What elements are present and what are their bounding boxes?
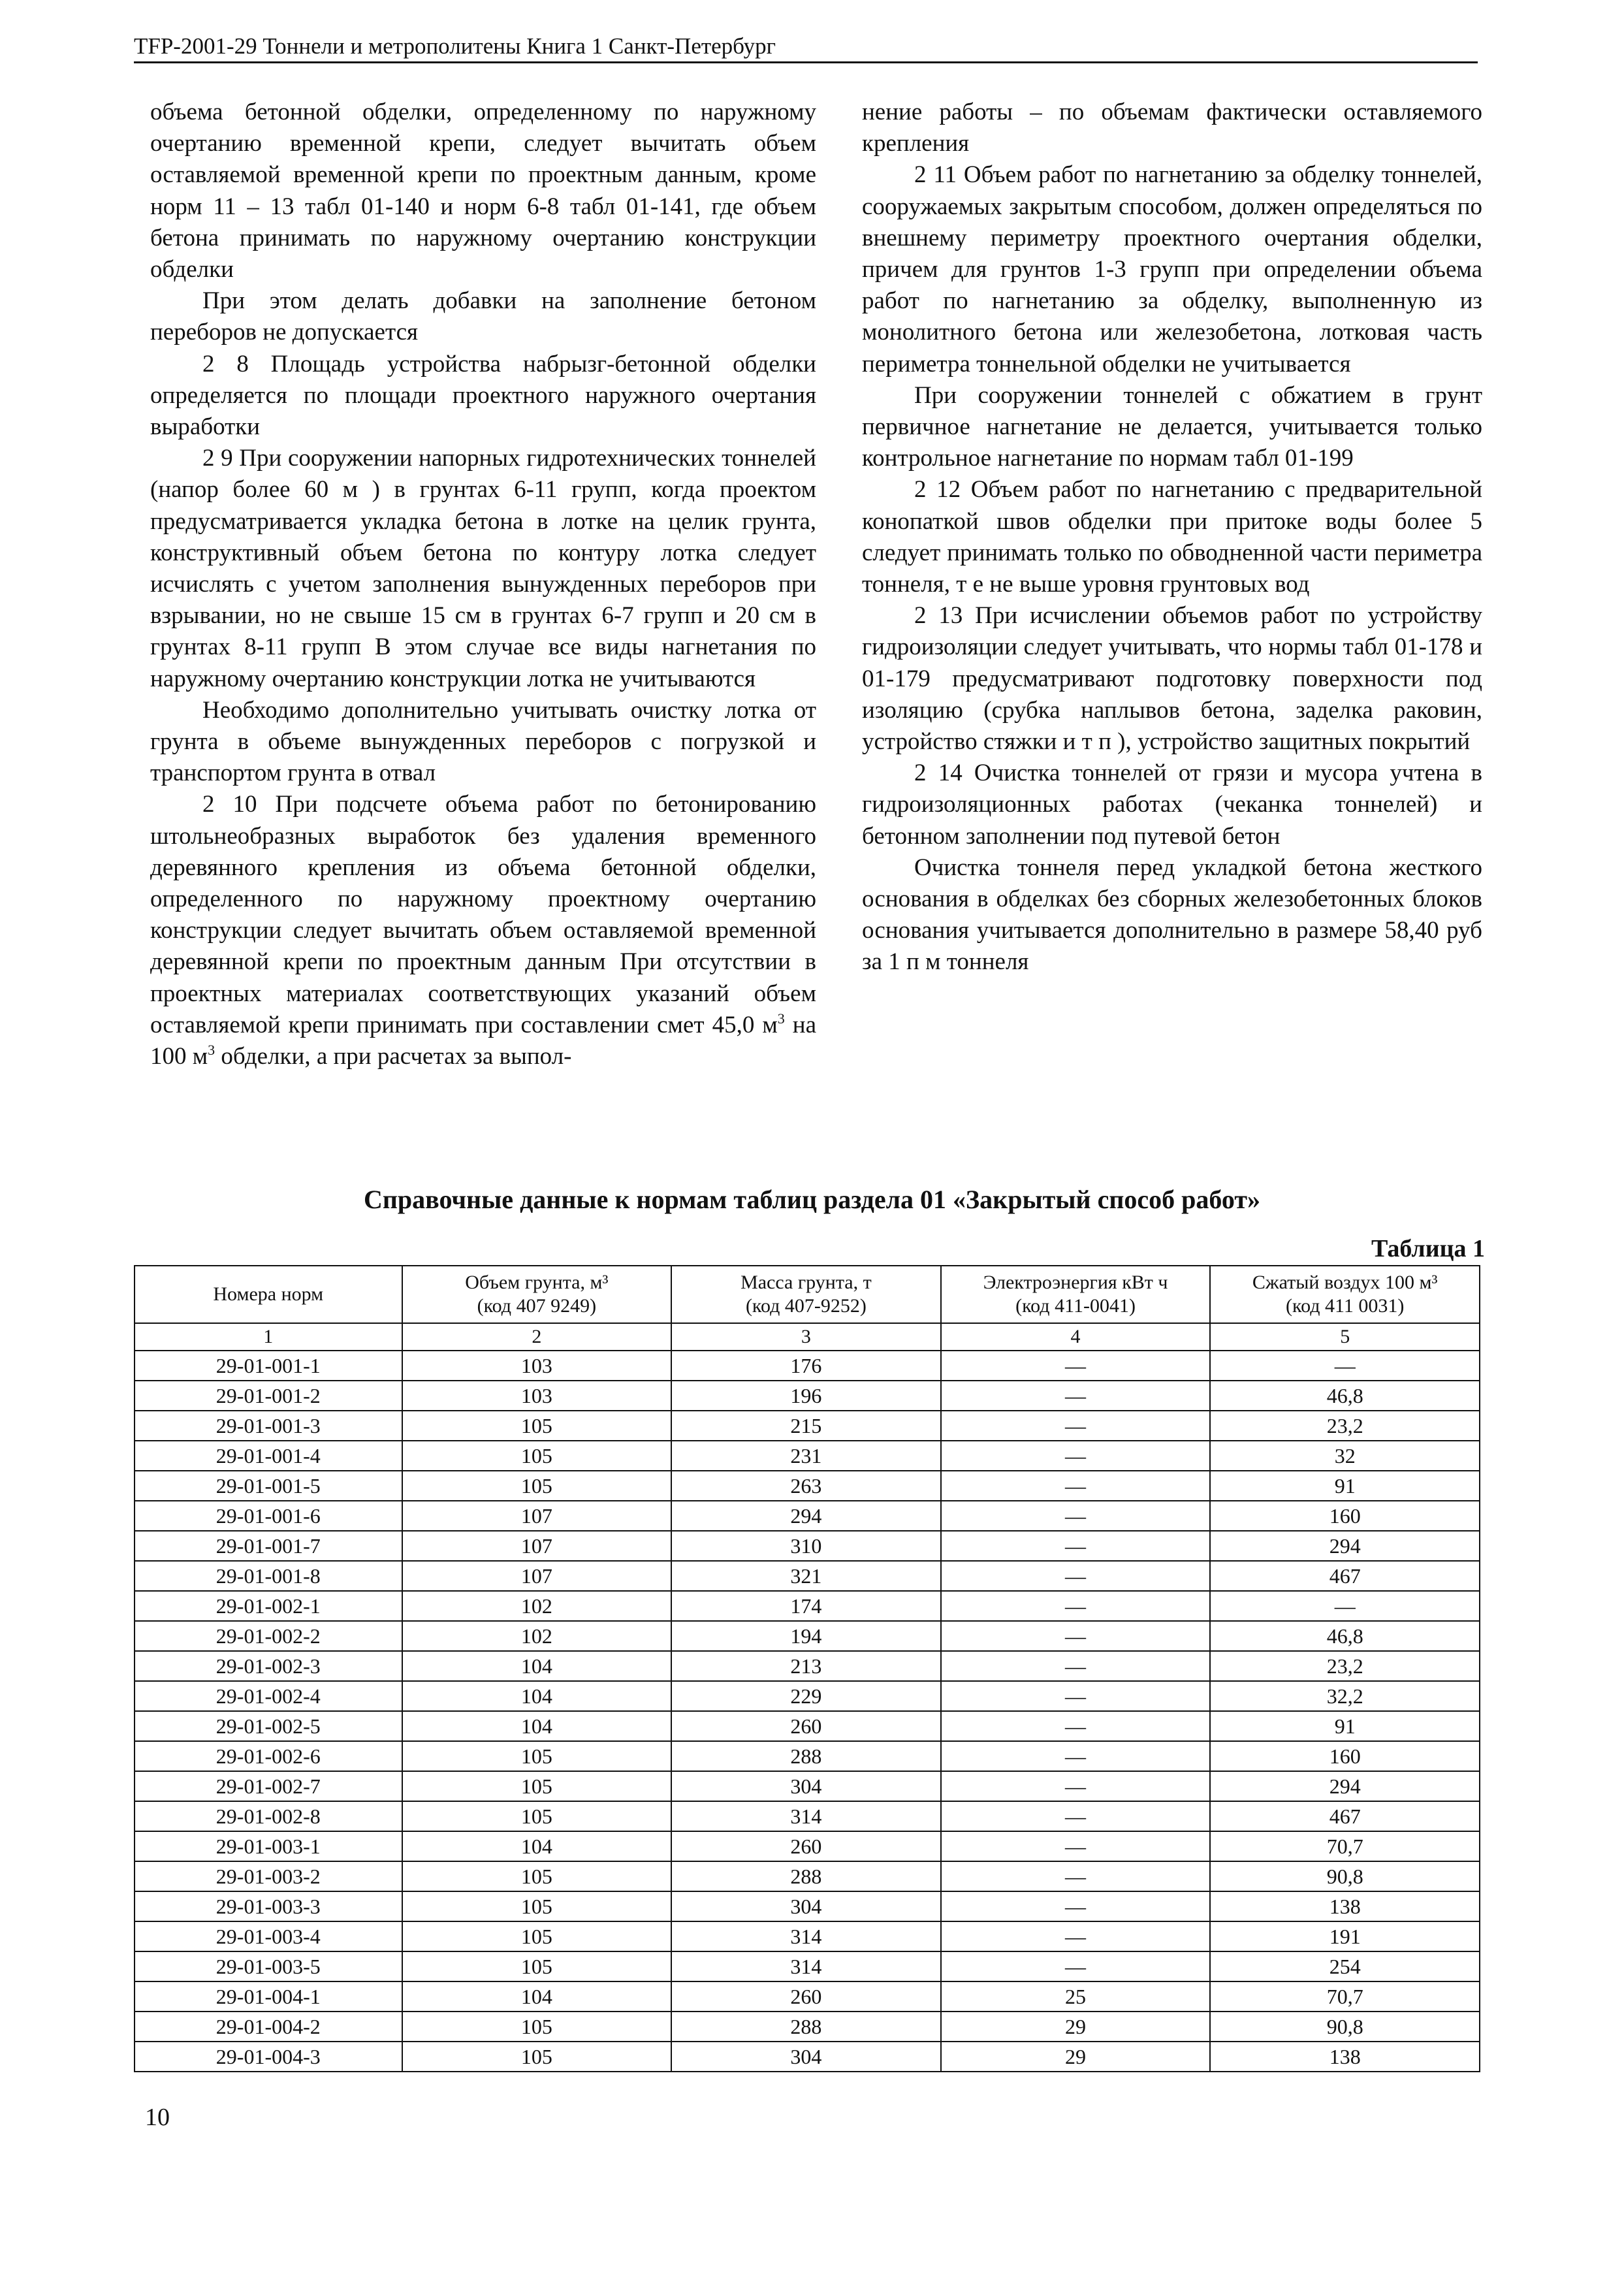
table-row bbox=[135, 1651, 1480, 1681]
table-cell: 23,2 bbox=[1210, 1651, 1480, 1681]
table-row bbox=[135, 1711, 1480, 1741]
table-cell: — bbox=[941, 1771, 1211, 1801]
table-cell: — bbox=[941, 1861, 1211, 1891]
table-cell: 105 bbox=[402, 2012, 672, 2042]
paragraph: Необходимо дополнительно учитывать очистку лотка от грунта в объеме вынужденных переборов с погрузкой и транспортом грунта в отвал bbox=[150, 696, 816, 787]
table-row bbox=[135, 1921, 1480, 1951]
table-cell: 29-01-001-6 bbox=[135, 1501, 402, 1531]
table-body bbox=[135, 1351, 1480, 2072]
paragraph: При сооружении тоннелей с обжатием в грунт первичное нагнетание не делается, учитывается только контрольное нагнетание по нормам табл 01-199 bbox=[862, 381, 1482, 472]
table-cell: 90,8 bbox=[1210, 1861, 1480, 1891]
paragraph: 2 14 Очистка тоннелей от грязи и мусора учтена в гидроизоляционных работах (чеканка тоннелей) и бетонном заполнении под путевой бетон bbox=[862, 760, 1482, 850]
table-cell: — bbox=[941, 1681, 1211, 1711]
table-cell: 215 bbox=[671, 1411, 941, 1441]
table-cell: 176 bbox=[671, 1351, 941, 1381]
table-cell: — bbox=[1210, 1591, 1480, 1621]
paragraph: 2 13 При исчислении объемов работ по устройству гидроизоляции следует учитывать, что нормы табл 01-178 и 01-179 предусматривают подготовку поверхности под изоляцию (срубка наплывов бетона, заделка раковин, устройство стяжки и т п ), устройство защитных покрытий bbox=[862, 602, 1482, 756]
table-cell: 191 bbox=[1210, 1921, 1480, 1951]
table-cell: 104 bbox=[402, 1831, 672, 1861]
header-line: (код 407 9249) bbox=[477, 1295, 597, 1317]
table-cell: 105 bbox=[402, 1741, 672, 1771]
page-number: 10 bbox=[145, 2104, 170, 2131]
table-cell: 29-01-003-4 bbox=[135, 1921, 402, 1951]
table-row bbox=[135, 1381, 1480, 1411]
table-cell: 29-01-002-3 bbox=[135, 1651, 402, 1681]
table-cell: 196 bbox=[671, 1381, 941, 1411]
header-line: Номера норм bbox=[213, 1283, 324, 1305]
header-line: Электроэнергия кВт ч bbox=[983, 1272, 1168, 1293]
table-cell: — bbox=[941, 1621, 1211, 1651]
table-cell: 29-01-003-3 bbox=[135, 1891, 402, 1921]
paragraph-2-10 bbox=[150, 789, 816, 1072]
paragraph: При этом делать добавки на заполнение бетоном переборов не допускается bbox=[150, 287, 816, 346]
table-header-row bbox=[135, 1266, 1480, 1323]
table-cell: 70,7 bbox=[1210, 1831, 1480, 1861]
header-line: Объем грунта, м³ bbox=[465, 1272, 609, 1293]
table-cell: 231 bbox=[671, 1441, 941, 1471]
table-cell: 294 bbox=[671, 1501, 941, 1531]
table-cell: 29-01-001-2 bbox=[135, 1381, 402, 1411]
table-row bbox=[135, 1621, 1480, 1651]
table-cell: — bbox=[941, 1471, 1211, 1501]
left-text-column bbox=[150, 97, 816, 1072]
reference-data-table bbox=[134, 1265, 1480, 2072]
table-cell: 29-01-001-4 bbox=[135, 1441, 402, 1471]
table-cell: — bbox=[941, 1831, 1211, 1861]
table-cell: — bbox=[941, 1711, 1211, 1741]
table-cell: 288 bbox=[671, 1741, 941, 1771]
table-cell: — bbox=[1210, 1351, 1480, 1381]
table-row bbox=[135, 1441, 1480, 1471]
paragraph: 2 12 Объем работ по нагнетанию с предварительной конопаткой швов обделки при притоке воды более 5 следует принимать только по обводненной части периметра тоннеля, т е не выше уровня грунтовых вод bbox=[862, 476, 1482, 598]
table-row bbox=[135, 2012, 1480, 2042]
table-cell: 213 bbox=[671, 1651, 941, 1681]
table-cell: — bbox=[941, 1741, 1211, 1771]
column-number: 1 bbox=[135, 1323, 402, 1351]
table-cell: 254 bbox=[1210, 1951, 1480, 1981]
table-row bbox=[135, 1771, 1480, 1801]
table-cell: 321 bbox=[671, 1561, 941, 1591]
table-cell: 304 bbox=[671, 1891, 941, 1921]
table-cell: 288 bbox=[671, 1861, 941, 1891]
table-row bbox=[135, 1891, 1480, 1921]
table-cell: 29-01-003-2 bbox=[135, 1861, 402, 1891]
table-row bbox=[135, 1351, 1480, 1381]
table-cell: 29-01-004-3 bbox=[135, 2042, 402, 2072]
table-cell: 260 bbox=[671, 1711, 941, 1741]
table-cell: — bbox=[941, 1381, 1211, 1411]
right-text-column bbox=[862, 97, 1482, 978]
table-cell: 314 bbox=[671, 1801, 941, 1831]
table-row bbox=[135, 1951, 1480, 1981]
table-cell: 105 bbox=[402, 2042, 672, 2072]
table-cell: 174 bbox=[671, 1591, 941, 1621]
header-line: (код 407-9252) bbox=[745, 1295, 867, 1317]
paragraph: 2 8 Площадь устройства набрызг-бетонной обделки определяется по площади проектного наружного очертания выработки bbox=[150, 350, 816, 441]
table-cell: 160 bbox=[1210, 1741, 1480, 1771]
table-cell: — bbox=[941, 1651, 1211, 1681]
table-cell: 314 bbox=[671, 1921, 941, 1951]
table-cell: 467 bbox=[1210, 1801, 1480, 1831]
table-cell: 29-01-003-1 bbox=[135, 1831, 402, 1861]
table-cell: 294 bbox=[1210, 1771, 1480, 1801]
table-cell: 310 bbox=[671, 1531, 941, 1561]
column-number: 4 bbox=[941, 1323, 1211, 1351]
table-cell: 25 bbox=[941, 1981, 1211, 2012]
table-cell: 104 bbox=[402, 1651, 672, 1681]
table-row bbox=[135, 1981, 1480, 2012]
table-cell: 104 bbox=[402, 1981, 672, 2012]
superscript: 3 bbox=[777, 1010, 785, 1027]
paragraph-text: обделки, а при расчетах за выпол- bbox=[215, 1043, 572, 1070]
table-cell: 104 bbox=[402, 1711, 672, 1741]
table-cell: 23,2 bbox=[1210, 1411, 1480, 1441]
column-header bbox=[402, 1266, 672, 1323]
table-cell: 46,8 bbox=[1210, 1381, 1480, 1411]
table-row bbox=[135, 1861, 1480, 1891]
table-cell: — bbox=[941, 1561, 1211, 1591]
table-cell: 29-01-002-8 bbox=[135, 1801, 402, 1831]
paragraph-text: 2 10 При подсчете объема работ по бетонированию штольнеобразных выработок без удаления временного деревянного крепления из объема бетонной обделки, определенного по наружному проектному очертанию конструкции следует вычитать объем оставляемой временной деревянной крепи по проектным данным При отсутствии в проектных материалах соответствующих указаний объем оставляемой крепи принимать при составлении смет 45,0 м bbox=[150, 791, 816, 1038]
table-cell: — bbox=[941, 1801, 1211, 1831]
table-cell: 29-01-001-7 bbox=[135, 1531, 402, 1561]
table-cell: 91 bbox=[1210, 1711, 1480, 1741]
table-row bbox=[135, 1531, 1480, 1561]
table-cell: 32,2 bbox=[1210, 1681, 1480, 1711]
table-cell: 90,8 bbox=[1210, 2012, 1480, 2042]
table-cell: 105 bbox=[402, 1891, 672, 1921]
column-header bbox=[941, 1266, 1211, 1323]
table-cell: — bbox=[941, 1951, 1211, 1981]
table-cell: 138 bbox=[1210, 1891, 1480, 1921]
table-cell: — bbox=[941, 1411, 1211, 1441]
table-row bbox=[135, 1501, 1480, 1531]
column-number-row bbox=[135, 1323, 1480, 1351]
table-cell: 29-01-002-7 bbox=[135, 1771, 402, 1801]
table-cell: 105 bbox=[402, 1861, 672, 1891]
paragraph-text: на 100 м bbox=[150, 1011, 816, 1070]
table-cell: 194 bbox=[671, 1621, 941, 1651]
running-header: TFP-2001-29 Тоннели и метрополитены Книга 1 Санкт-Петербург bbox=[134, 31, 1478, 63]
table-cell: 467 bbox=[1210, 1561, 1480, 1591]
header-line: Сжатый воздух 100 м³ bbox=[1252, 1272, 1438, 1293]
table-row bbox=[135, 1561, 1480, 1591]
table-cell: 29-01-001-1 bbox=[135, 1351, 402, 1381]
table-cell: 107 bbox=[402, 1501, 672, 1531]
table-row bbox=[135, 1411, 1480, 1441]
table-cell: 102 bbox=[402, 1591, 672, 1621]
table-cell: 29-01-002-2 bbox=[135, 1621, 402, 1651]
table-cell: 29-01-004-1 bbox=[135, 1981, 402, 2012]
table-row bbox=[135, 1801, 1480, 1831]
table-row bbox=[135, 1831, 1480, 1861]
column-header bbox=[671, 1266, 941, 1323]
table-cell: 70,7 bbox=[1210, 1981, 1480, 2012]
table-cell: 29-01-002-1 bbox=[135, 1591, 402, 1621]
table-cell: — bbox=[941, 1591, 1211, 1621]
paragraph: 2 11 Объем работ по нагнетанию за обделку тоннелей, сооружаемых закрытым способом, должен определяться по внешнему периметру проектного очертания обделки, причем для грунтов 1-3 групп при определении объема работ по нагнетанию за обделку, выполненную из монолитного бетона или железобетона, лотковая часть периметра тоннельной обделки не учитывается bbox=[862, 161, 1482, 377]
table-cell: 29-01-001-5 bbox=[135, 1471, 402, 1501]
table-cell: — bbox=[941, 1921, 1211, 1951]
table-caption: Таблица 1 bbox=[1371, 1235, 1485, 1262]
table-cell: — bbox=[941, 1891, 1211, 1921]
table-row bbox=[135, 1681, 1480, 1711]
table-cell: 29-01-001-3 bbox=[135, 1411, 402, 1441]
paragraph: объема бетонной обделки, определенному по наружному очертанию временной крепи, следует вычитать объем оставляемой временной крепи по проектным данным, кроме норм 11 – 13 табл 01-140 и норм 6-8 табл 01-141, где объем бетона принимать по наружному очертанию конструкции обделки bbox=[150, 99, 816, 283]
table-cell: 105 bbox=[402, 1771, 672, 1801]
table-cell: 229 bbox=[671, 1681, 941, 1711]
table-cell: 104 bbox=[402, 1681, 672, 1711]
table-cell: 138 bbox=[1210, 2042, 1480, 2072]
table-cell: 29-01-002-4 bbox=[135, 1681, 402, 1711]
table-cell: 29-01-003-5 bbox=[135, 1951, 402, 1981]
table-cell: 107 bbox=[402, 1531, 672, 1561]
table-cell: — bbox=[941, 1531, 1211, 1561]
table-cell: 29-01-002-6 bbox=[135, 1741, 402, 1771]
table-cell: 103 bbox=[402, 1381, 672, 1411]
column-number: 3 bbox=[671, 1323, 941, 1351]
table-row bbox=[135, 1471, 1480, 1501]
table-cell: 29-01-001-8 bbox=[135, 1561, 402, 1591]
paragraph: нение работы – по объемам фактически оставляемого крепления bbox=[862, 99, 1482, 157]
table-cell: 294 bbox=[1210, 1531, 1480, 1561]
table-cell: 105 bbox=[402, 1801, 672, 1831]
header-line: Масса грунта, т bbox=[740, 1272, 872, 1293]
section-title: Справочные данные к нормам таблиц раздела 01 «Закрытый способ работ» bbox=[364, 1185, 1260, 1214]
table-cell: — bbox=[941, 1501, 1211, 1531]
superscript: 3 bbox=[208, 1042, 215, 1059]
table-cell: 105 bbox=[402, 1441, 672, 1471]
table-cell: 32 bbox=[1210, 1441, 1480, 1471]
column-header bbox=[1210, 1266, 1480, 1323]
table-cell: 107 bbox=[402, 1561, 672, 1591]
header-line: (код 411 0031) bbox=[1286, 1295, 1405, 1317]
column-header bbox=[135, 1266, 402, 1323]
table-cell: 29 bbox=[941, 2042, 1211, 2072]
table-cell: 29-01-004-2 bbox=[135, 2012, 402, 2042]
table-cell: 103 bbox=[402, 1351, 672, 1381]
table-cell: 29-01-002-5 bbox=[135, 1711, 402, 1741]
table-cell: 105 bbox=[402, 1951, 672, 1981]
table-cell: 288 bbox=[671, 2012, 941, 2042]
table-cell: — bbox=[941, 1441, 1211, 1471]
table-row bbox=[135, 2042, 1480, 2072]
table-cell: 304 bbox=[671, 2042, 941, 2072]
paragraph: Очистка тоннеля перед укладкой бетона жесткого основания в обделках без сборных железобетонных блоков основания учитывается дополнительно в размере 58,40 руб за 1 п м тоннеля bbox=[862, 854, 1482, 976]
table-cell: 91 bbox=[1210, 1471, 1480, 1501]
table-row bbox=[135, 1591, 1480, 1621]
table-cell: 263 bbox=[671, 1471, 941, 1501]
table-cell: 105 bbox=[402, 1411, 672, 1441]
table-row bbox=[135, 1741, 1480, 1771]
table-cell: 304 bbox=[671, 1771, 941, 1801]
table-cell: 260 bbox=[671, 1831, 941, 1861]
table-cell: 160 bbox=[1210, 1501, 1480, 1531]
paragraph: 2 9 При сооружении напорных гидротехнических тоннелей (напор более 60 м ) в грунтах 6-11 групп, когда проектом предусматривается укладка бетона в лотке на целик грунта, конструктивный объем бетона по контуру лотка следует исчислять с учетом заполнения вынужденных переборов при взрывании, но не свыше 15 см в грунтах 6-7 групп и 20 см в грунтах 8-11 групп В этом случае все виды нагнетания по наружному очертанию конструкции лотка не учитываются bbox=[150, 445, 816, 692]
table-cell: — bbox=[941, 1351, 1211, 1381]
table-cell: 102 bbox=[402, 1621, 672, 1651]
column-number: 2 bbox=[402, 1323, 672, 1351]
table-cell: 105 bbox=[402, 1471, 672, 1501]
table-cell: 314 bbox=[671, 1951, 941, 1981]
table-cell: 46,8 bbox=[1210, 1621, 1480, 1651]
table-cell: 29 bbox=[941, 2012, 1211, 2042]
table-cell: 105 bbox=[402, 1921, 672, 1951]
column-number: 5 bbox=[1210, 1323, 1480, 1351]
table-cell: 260 bbox=[671, 1981, 941, 2012]
header-line: (код 411-0041) bbox=[1015, 1295, 1136, 1317]
